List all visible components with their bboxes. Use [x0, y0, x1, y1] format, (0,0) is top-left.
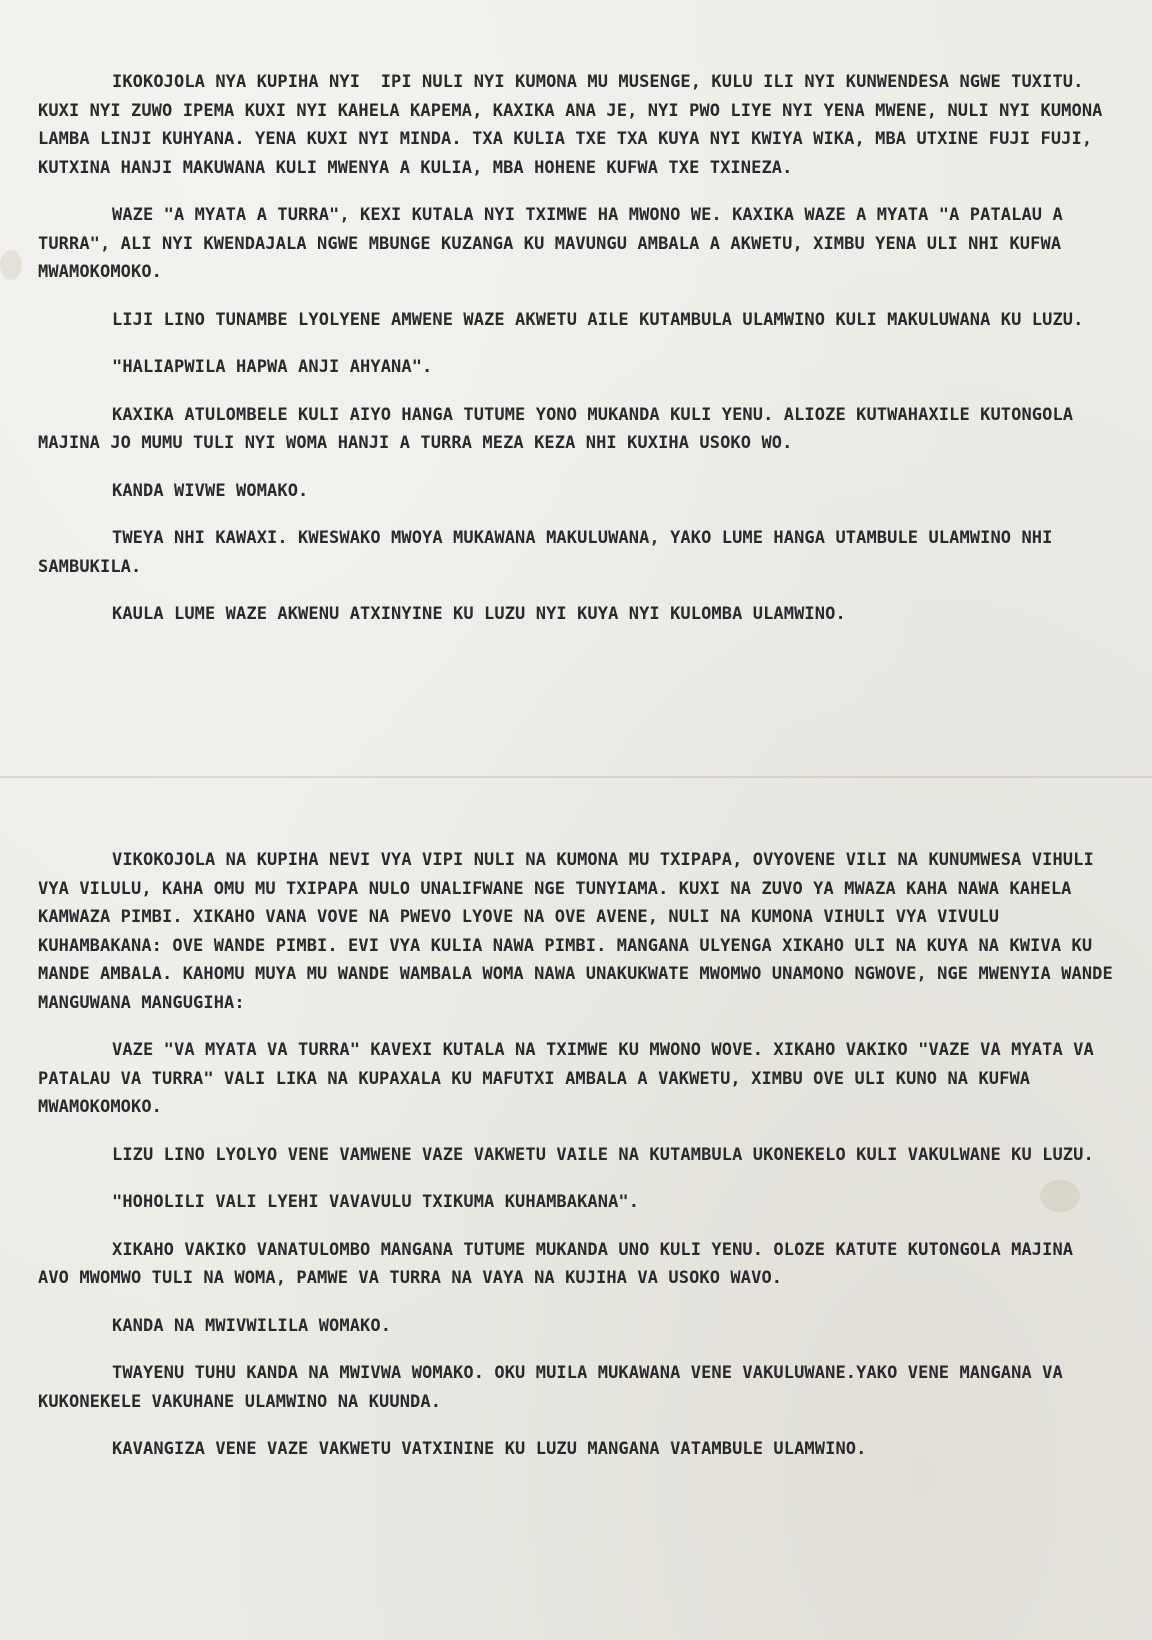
paragraph: KANDA NA MWIVWILILA WOMAKO. [112, 1315, 392, 1336]
paragraph: VAZE "VA MYATA VA TURRA" KAVEXI KUTALA NA TXIMWE KU MWONO WOVE. XIKAHO VAKIKO "VAZE VA MYATA VA PATALAU VA TURRA" VALI LIKA NA KUPAXALA KU MAFUTXI AMBALA A VAKWETU, XIMBU OVE ULI KUNO NA KUFWA MWAMOKOMOKO. [38, 1040, 1105, 1117]
letter-section-2 [38, 846, 1124, 1483]
paragraph: KANDA WIVWE WOMAKO. [112, 480, 309, 501]
paragraph: KAVANGIZA VENE VAZE VAKWETU VATXININE KU LUZU MANGANA VATAMBULE ULAMWINO. [112, 1439, 867, 1459]
paragraph: KAULA LUME WAZE AKWENU ATXINYINE KU LUZU NYI KUYA NYI KULOMBA ULAMWINO. [112, 604, 846, 624]
paragraph: "HOHOLILI VALI LYEHI VAVAVULU TXIKUMA KUHAMBAKANA". [112, 1192, 640, 1212]
paragraph: TWAYENU TUHU KANDA NA MWIVWA WOMAKO. OKU MUILA MUKAWANA VENE VAKULUWANE.YAKO VENE MANGANA VA KUKONEKELE VAKUHANE ULAMWINO NA KUUNDA. [38, 1363, 1074, 1412]
paragraph: LIZU LINO LYOLYO VENE VAMWENE VAZE VAKWETU VAILE NA KUTAMBULA UKONEKELO KULI VAKULWANE KU LUZU. [112, 1144, 1094, 1165]
paragraph: VIKOKOJOLA NA KUPIHA NEVI VYA VIPI NULI NA KUMONA MU TXIPAPA, OVYOVENE VILI NA KUNUMWESA VIHULI VYA VILULU, KAHA OMU MU TXIPAPA NULO UNALIFWANE NGE TUNYIAMA. KUXI NA ZUVO YA MWAZA KAHA NAWA KAHELA KAMWAZA PIMBI. XIKAHO VANA VOVE NA PWEVO LYOVE NA OVE AVENE, NULI NA KUMONA VIHULI VYA VIVULU KUHAMBAKANA: OVE WANDE PIMBI. EVI VYA KULIA NAWA PIMBI. MANGANA ULYENGA XIKAHO ULI NA KUYA NA KWIVA KU MANDE AMBALA. KAHOMU MUYA MU WANDE WAMBALA WOMA NAWA UNAKUKWATE MWOMWO UNAMONO NGWOVE, NGE MWENYIA WANDE MANGUWANA MANGUGIHA: [38, 850, 1124, 1013]
paragraph: TWEYA NHI KAWAXI. KWESWAKO MWOYA MUKAWANA MAKULUWANA, YAKO LUME HANGA UTAMBULE ULAMWINO NHI SAMBUKILA. [38, 528, 1063, 577]
letter-section-1 [38, 68, 1114, 648]
paragraph: LIJI LINO TUNAMBE LYOLYENE AMWENE WAZE AKWETU AILE KUTAMBULA ULAMWINO KULI MAKULUWANA KU LUZU. [112, 309, 1084, 330]
paragraph: IKOKOJOLA NYA KUPIHA NYI IPI NULI NYI KUMONA MU MUSENGE, KULU ILI NYI KUNWENDESA NGWE TUXITU. KUXI NYI ZUWO IPEMA KUXI NYI KAHELA KAPEMA, KAXIKA ANA JE, NYI PWO LIYE NYI YENA MWENE, NULI NYI KUMONA LAMBA LINJI KUHYANA. YENA KUXI NYI MINDA. TXA KULIA TXE TXA KUYA NYI KWIYA WIKA, MBA UTXINE FUJI FUJI, KUTXINA HANJI MAKUWANA KULI MWENYA A KULIA, MBA HOHENE KUFWA TXE TXINEZA. [38, 72, 1113, 178]
paragraph: "HALIAPWILA HAPWA ANJI AHYANA". [112, 357, 433, 377]
paragraph: KAXIKA ATULOMBELE KULI AIYO HANGA TUTUME YONO MUKANDA KULI YENU. ALIOZE KUTWAHAXILE KUTONGOLA MAJINA JO MUMU TULI NYI WOMA HANJI A TURRA MEZA KEZA NHI KUXIHA USOKO WO. [38, 404, 1084, 453]
paragraph: WAZE "A MYATA A TURRA", KEXI KUTALA NYI TXIMWE HA MWONO WE. KAXIKA WAZE A MYATA "A PATALAU A TURRA", ALI NYI KWENDAJALA NGWE MBUNGE KUZANGA KU MAVUNGU AMBALA A AKWETU, XIMBU YENA ULI NHI KUFWA MWAMOKOMOKO. [38, 205, 1074, 282]
paper-fold-line [0, 776, 1152, 778]
paragraph: XIKAHO VAKIKO VANATULOMBO MANGANA TUTUME MUKANDA UNO KULI YENU. OLOZE KATUTE KUTONGOLA MAJINA AVO MWOMWO TULI NA WOMA, PAMWE VA TURRA NA VAYA NA KUJIHA VA USOKO WAVO. [38, 1239, 1084, 1288]
paper-stain [0, 250, 22, 280]
